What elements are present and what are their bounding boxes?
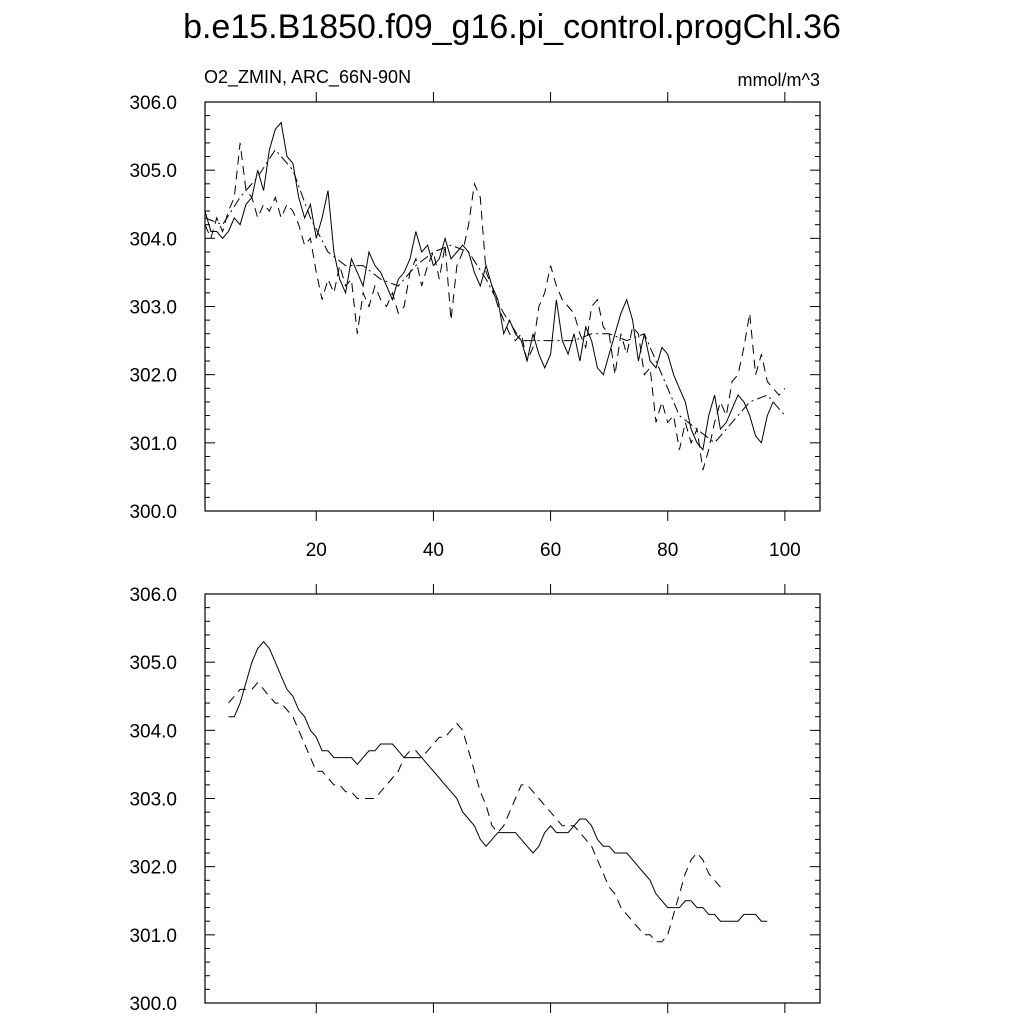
top-x-tick-label: 20 (305, 540, 327, 561)
bottom-series-solid-line (228, 642, 767, 922)
top-x-tick-label: 100 (769, 540, 801, 561)
bottom-y-tick-label: 300.0 (129, 994, 177, 1015)
top-y-tick-label: 303.0 (129, 297, 177, 319)
bottom-y-tick-label: 302.0 (129, 857, 177, 879)
top-y-tick-label: 306.0 (129, 93, 177, 114)
top-y-tick-label: 305.0 (129, 161, 177, 183)
bottom-y-tick-label: 301.0 (129, 925, 177, 947)
top-x-tick-label: 40 (422, 540, 444, 561)
top-y-tick-label: 300.0 (129, 502, 177, 523)
chart-subtitle-left: O2_ZMIN, ARC_66N-90N (204, 67, 412, 87)
top-plot-frame (205, 102, 820, 511)
top-x-tick-label: 80 (657, 540, 679, 561)
top-series-solid-line (205, 123, 773, 450)
bottom-y-tick-label: 303.0 (129, 789, 177, 811)
bottom-y-tick-label: 305.0 (129, 653, 177, 675)
chart-units-label: mmol/m^3 (737, 70, 820, 90)
bottom-plot-frame (205, 594, 820, 1003)
top-series-dashdot-line (205, 150, 785, 443)
top-y-tick-label: 302.0 (129, 365, 177, 387)
top-y-tick-label: 304.0 (129, 229, 177, 251)
top-x-tick-label: 60 (540, 540, 562, 561)
bottom-y-tick-label: 306.0 (129, 585, 177, 606)
top-panel (129, 92, 820, 561)
bottom-panel (129, 584, 820, 1015)
chart-title: b.e15.B1850.f09_g16.pi_control.progChl.36 (183, 8, 841, 46)
top-series-dashed-line (205, 143, 785, 470)
bottom-series-dashed-line (228, 683, 720, 942)
bottom-y-tick-label: 304.0 (129, 721, 177, 743)
top-y-tick-label: 301.0 (129, 433, 177, 455)
